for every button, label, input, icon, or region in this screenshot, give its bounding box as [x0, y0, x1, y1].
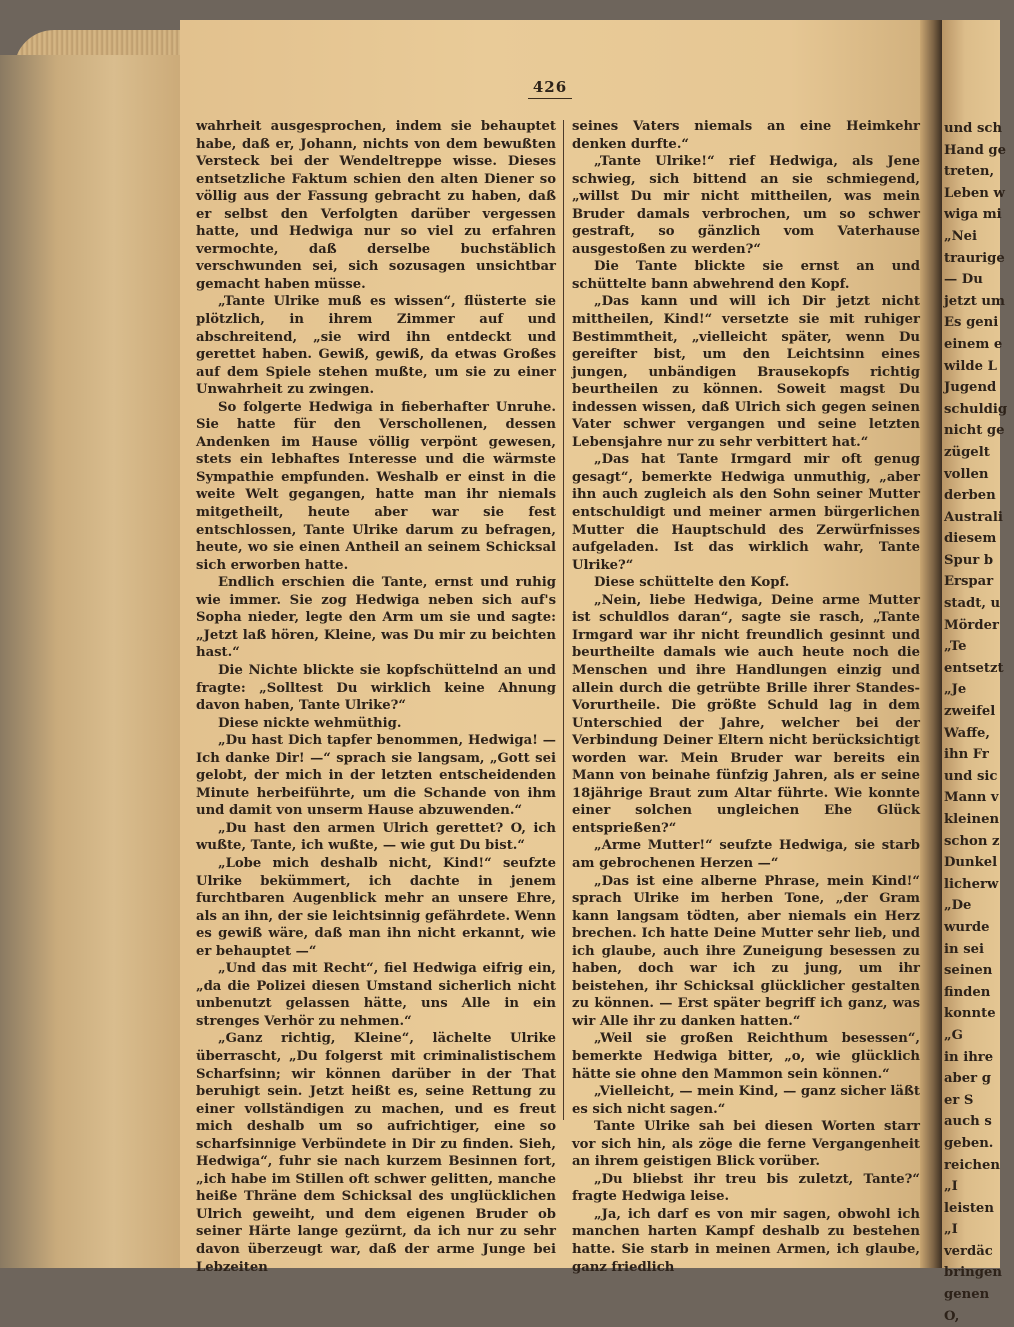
- facing-page-line: Australi: [944, 509, 1003, 525]
- facing-page-line: wiga mi: [944, 207, 1002, 223]
- paragraph: So folgerte Hedwiga in fieberhafter Unruhe. Sie hatte für den Verschollenen, dessen Andenken im Hause völlig verpönt gewesen, stets ein lebhaftes Interesse und die wärmste Sympathie empfunden. Weshalb er einst in die weite Welt gegangen, hatte man ihr niemals mitgetheilt, heute aber war sie fest entschlossen, Tante Ulrike darum zu befragen, heute, wo sie einen Antheil an seinem Schicksal sich erworben hatte.: [196, 399, 556, 573]
- paragraph: „Tante Ulrike!“ rief Hedwiga, als Jene schwieg, sich bittend an sie schmiegend, „willst Du mir nicht mittheilen, was mein Bruder damals verbrochen, um so schwer gestraft, so gänzlich vom Vaterhause ausgestoßen zu werden?“: [572, 154, 920, 257]
- facing-page-line: aber g: [944, 1071, 991, 1087]
- paragraph: „Tante Ulrike muß es wissen“, flüsterte sie plötzlich, in ihrem Zimmer auf und abschreitend, „sie wird ihn entdeckt und gerettet haben. Gewiß, gewiß, da etwas Großes auf dem Spiele stehen mußte, um sie zu einer Unwahrheit zu zwingen.: [196, 294, 556, 398]
- facing-page-line: kleinen: [944, 812, 1000, 827]
- facing-page-line: „G: [944, 1027, 963, 1043]
- facing-page-line: geben.: [944, 1135, 994, 1151]
- facing-page-line: auch s: [944, 1114, 992, 1130]
- facing-page-line: O,: [944, 1308, 960, 1324]
- facing-page-line: konnte: [944, 1006, 996, 1022]
- column-divider: [563, 120, 564, 1120]
- facing-page-line: in sei: [944, 941, 985, 957]
- facing-page-line: „I: [944, 1179, 958, 1195]
- facing-page-line: — Du: [944, 272, 983, 288]
- facing-page-line: „Je: [944, 682, 967, 698]
- paragraph: „Ja, ich darf es von mir sagen, obwohl ich manchen harten Kampf deshalb zu bestehen hatte. Sie starb in meinen Armen, ich glaube, ganz friedlich: [572, 1206, 920, 1275]
- facing-page-line: in ihre: [944, 1049, 994, 1065]
- paragraph: „Vielleicht, — mein Kind, — ganz sicher läßt es sich nicht sagen.“: [572, 1084, 920, 1117]
- facing-page-line: Erspar: [944, 574, 994, 590]
- facing-page-line: wilde L: [944, 358, 997, 374]
- facing-page-line: ihn Fr: [944, 747, 989, 763]
- facing-page-line: jetzt um: [944, 293, 1005, 309]
- facing-page-line: diesem: [944, 531, 997, 547]
- facing-page-line: licherw: [944, 876, 999, 892]
- facing-page-text: [944, 118, 1014, 1327]
- facing-page-line: Leben w: [944, 185, 1005, 201]
- paragraph: „Du hast den armen Ulrich gerettet? O, ich wußte, Tante, ich wußte, — wie gut Du bist.“: [196, 820, 556, 854]
- facing-page-line: derben: [944, 488, 996, 504]
- facing-page-line: treten,: [944, 164, 995, 180]
- facing-page-line: schon z: [944, 833, 1000, 849]
- paragraph: „Ganz richtig, Kleine“, lächelte Ulrike überrascht, „Du folgerst mit criminalistischem Scharfsinn; wir können darüber in der That beruhigt sein. Jetzt heißt es, seine Rettung zu einer vollständigen zu machen, und es freut mich deshalb um so aufrichtiger, eine so scharfsinnige Verbündete in Dir zu finden. Sieh, Hedwiga“, fuhr sie nach kurzem Besinnen fort, „ich habe im Stillen oft schwer gelitten, manche heiße Thräne dem Schicksal des unglücklichen Ulrich geweiht, und dem eigenen Bruder ob seiner Härte lange gezürnt, da ich nur zu sehr davon überzeugt war, daß der arme Junge bei Lebzeiten: [196, 1031, 556, 1275]
- facing-page-line: Mann v: [944, 790, 999, 806]
- paragraph: „Weil sie großen Reichthum besessen“, bemerkte Hedwiga bitter, „o, wie glücklich hätte sie ohne den Mammon sein können.“: [572, 1031, 920, 1082]
- facing-page-line: „Nei: [944, 228, 978, 244]
- paragraph: Diese schüttelte den Kopf.: [594, 575, 790, 591]
- facing-page-line: finden: [944, 984, 991, 1000]
- facing-page-line: entsetzt: [944, 660, 1004, 676]
- page-edges: [0, 55, 190, 1268]
- paragraph: „Das ist eine alberne Phrase, mein Kind!“ sprach Ulrike im herben Tone, „der Gram kann langsam tödten, aber niemals ein Herz brechen. Ich hatte Deine Mutter sehr lieb, und ich glaube, auch ihre Zuneigung besessen zu haben, doch war ich zu jung, um ihr beistehen, ihr Schicksal glücklicher gestalten zu können. — Erst später begriff ich ganz, was wir Alle ihr zu danken hatten.“: [572, 873, 920, 1029]
- facing-page-line: nicht ge: [944, 423, 1005, 439]
- facing-page-line: Mörder: [944, 617, 999, 633]
- facing-page-line: zügelt: [944, 444, 990, 460]
- facing-page-line: „De: [944, 898, 972, 914]
- facing-page-line: bringen: [944, 1265, 1002, 1281]
- paragraph: „Arme Mutter!“ seufzte Hedwiga, sie starb am gebrochenen Herzen —“: [572, 838, 920, 871]
- paragraph: „Lobe mich deshalb nicht, Kind!“ seufzte Ulrike bekümmert, ich dachte in jenem furchtbaren Augenblick mehr an unsere Ehre, als an ihn, der sie leichtsinnig gefährdete. Wenn es gewiß wäre, daß man ihn nicht erkannt, wie er behauptet —“: [196, 855, 556, 959]
- facing-page-line: er S: [944, 1092, 974, 1108]
- page-number: 426: [532, 78, 568, 96]
- facing-page-line: leisten: [944, 1200, 994, 1216]
- book-gutter: [920, 20, 942, 1268]
- facing-page-line: Dunkel: [944, 855, 998, 871]
- right-text-column: [572, 118, 920, 1276]
- facing-page-line: einem e: [944, 336, 1003, 352]
- header-rule: [528, 98, 572, 99]
- facing-page-line: reichen: [944, 1157, 1000, 1173]
- facing-page-line: Jugend: [944, 380, 997, 396]
- paragraph: Die Nichte blickte sie kopfschüttelnd an und fragte: „Solltest Du wirklich keine Ahnung davon haben, Tante Ulrike?“: [196, 662, 556, 714]
- facing-page-line: traurige: [944, 250, 1005, 266]
- facing-page-line: zweifel: [944, 704, 996, 720]
- paragraph: „Das kann und will ich Dir jetzt nicht mittheilen, Kind!“ versetzte sie mit ruhiger Bestimmtheit, „vielleicht später, wenn Du gereifter bist, um den Leichtsinn eines jungen, unbändigen Brausekopfs richtig beurtheilen zu können. Soweit magst Du indessen wissen, daß Ulrich sich gegen seinen Vater schwer vergangen und seine letzten Lebensjahre nur zu sehr verbittert hat.“: [572, 294, 920, 450]
- facing-page-line: genen: [944, 1287, 990, 1303]
- paragraph: „Nein, liebe Hedwiga, Deine arme Mutter ist schuldlos daran“, sagte sie rasch, „Tante Irmgard war ihr nicht freundlich gesinnt und beurtheilte damals wie auch heute noch die Menschen und ihre Handlungen einzig und allein durch die getrübte Brille ihrer Standes-Vorurtheile. Die größte Schuld lag in dem Unterschied der Jahre, welcher bei der Verbindung Deiner Eltern nicht berücksichtigt worden war. Mein Bruder war bereits ein Mann von beinahe fünfzig Jahren, als er seine 18jährige Braut zum Altar führte. Wie konnte einer solchen ungleichen Ehe Glück entsprießen?“: [572, 592, 920, 836]
- paragraph: Endlich erschien die Tante, ernst und ruhig wie immer. Sie zog Hedwiga neben sich auf's Sopha nieder, legte den Arm um sie und sagte: „Jetzt laß hören, Kleine, was Du mir zu beichten hast.“: [196, 575, 556, 661]
- facing-page-line: vollen: [944, 466, 989, 482]
- facing-page-line: „I: [944, 1222, 958, 1238]
- paragraph: Tante Ulrike sah bei diesen Worten starr vor sich hin, als zöge die ferne Vergangenheit an ihrem geistigen Blick vorüber.: [572, 1119, 920, 1170]
- facing-page-line: und sic: [944, 768, 998, 784]
- facing-page-line: stadt, u: [944, 596, 1001, 612]
- paragraph: wahrheit ausgesprochen, indem sie behauptet habe, daß er, Johann, nichts von dem bewußten Versteck bei der Wendeltreppe wisse. Dieses entsetzliche Faktum schien den alten Diener so völlig aus der Fassung gebracht zu haben, daß er selbst den Verfolgten darüber vergessen hatte, und Hedwiga nur so viel zu erfahren vermochte, daß derselbe buchstäblich verschwunden sei, sich sozusagen unsichtbar gemacht haben müsse.: [196, 119, 556, 292]
- paragraph: seines Vaters niemals an eine Heimkehr denken durfte.“: [572, 119, 920, 152]
- facing-page-line: seinen: [944, 963, 993, 979]
- paragraph: „Du bliebst ihr treu bis zuletzt, Tante?“ fragte Hedwiga leise.: [572, 1171, 920, 1205]
- facing-page-line: verdäc: [944, 1243, 993, 1259]
- facing-page-line: schuldig: [944, 401, 1008, 417]
- facing-page-line: und sch: [944, 121, 1003, 136]
- facing-page-line: Hand ge: [944, 142, 1007, 158]
- facing-page-line: Es geni: [944, 315, 999, 331]
- facing-page-line: Spur b: [944, 552, 994, 568]
- paragraph: „Du hast Dich tapfer benommen, Hedwiga! — Ich danke Dir! —“ sprach sie langsam, „Gott sei gelobt, der mich in der letzten entscheidenden Minute herbeiführte, um die Schande von ihm und damit von unserm Hause abzuwenden.“: [196, 733, 556, 819]
- paragraph: „Das hat Tante Irmgard mir oft genug gesagt“, bemerkte Hedwiga unmuthig, „aber ihn auch zugleich als den Sohn seiner Mutter entschuldigt und meiner armen bürgerlichen Mutter die Hauptschuld des Zerwürfnisses aufgeladen. Ist das wirklich wahr, Tante Ulrike?“: [572, 452, 920, 573]
- paragraph: „Und das mit Recht“, fiel Hedwiga eifrig ein, „da die Polizei diesen Umstand sicherlich nicht unbenutzt gelassen hätte, uns Alle in ein strenges Verhör zu nehmen.“: [196, 961, 556, 1029]
- facing-page-line: wurde: [944, 919, 990, 935]
- paragraph: Diese nickte wehmüthig.: [218, 715, 402, 731]
- left-text-column: [196, 118, 556, 1276]
- facing-page-line: „Te: [944, 639, 967, 655]
- facing-page-line: Waffe,: [944, 725, 991, 741]
- paragraph: Die Tante blickte sie ernst an und schüttelte bann abwehrend den Kopf.: [572, 259, 920, 292]
